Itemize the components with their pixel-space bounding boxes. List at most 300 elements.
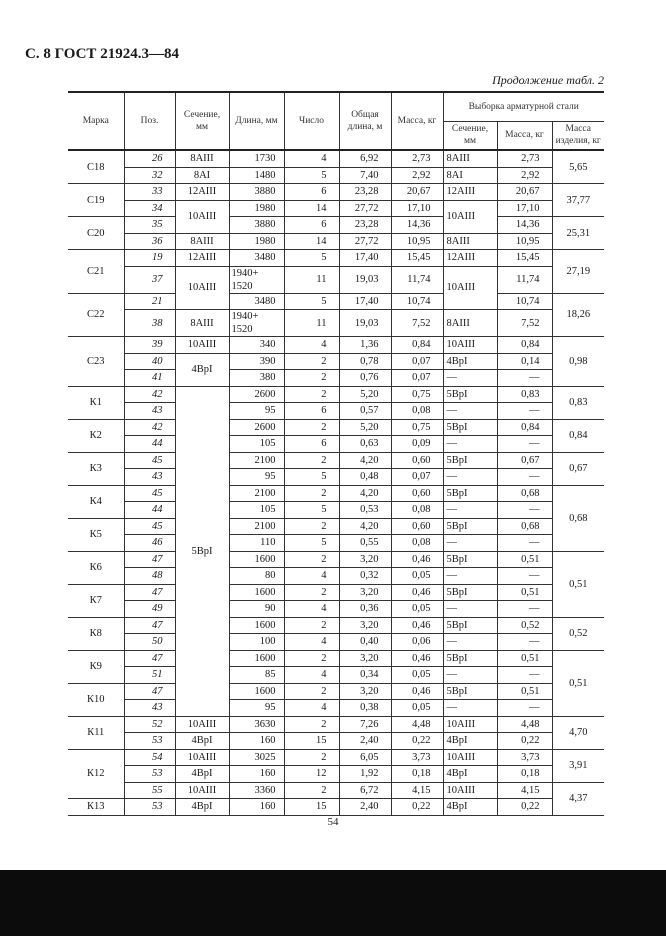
cell-sel-mass: 0,51 (497, 584, 552, 601)
cell-sel-mass: 11,74 (497, 266, 552, 293)
cell-sel-mass: — (497, 469, 552, 486)
cell-length: 80 (229, 568, 284, 585)
cell-mark: К4 (68, 485, 124, 518)
cell-sel-section: — (443, 502, 497, 519)
header-product-mass: Масса изделия, кг (552, 121, 604, 150)
cell-total-length: 2,40 (339, 733, 391, 750)
cell-mark: К8 (68, 617, 124, 650)
cell-count: 2 (284, 617, 339, 634)
cell-mass: 0,46 (391, 584, 443, 601)
cell-mass: 0,60 (391, 518, 443, 535)
cell-count: 4 (284, 700, 339, 717)
cell-total-length: 0,38 (339, 700, 391, 717)
cell-length: 1940+ 1520 (229, 266, 284, 293)
cell-pos: 53 (124, 766, 175, 783)
cell-length: 160 (229, 799, 284, 816)
cell-product-mass: 0,52 (552, 617, 604, 650)
cell-length: 95 (229, 469, 284, 486)
cell-mark: С22 (68, 293, 124, 337)
cell-count: 2 (284, 551, 339, 568)
cell-sel-section: — (443, 667, 497, 684)
cell-total-length: 3,20 (339, 617, 391, 634)
cell-sel-mass: 2,92 (497, 167, 552, 184)
table-continuation-label: Продолжение табл. 2 (492, 73, 604, 87)
cell-length: 3480 (229, 250, 284, 267)
cell-length: 85 (229, 667, 284, 684)
cell-length: 105 (229, 436, 284, 453)
cell-length: 95 (229, 700, 284, 717)
cell-count: 2 (284, 452, 339, 469)
page-heading: С. 8 ГОСТ 21924.3—84 (25, 46, 179, 62)
cell-mark: К11 (68, 716, 124, 749)
cell-mass: 11,74 (391, 266, 443, 293)
cell-total-length: 4,20 (339, 452, 391, 469)
table-row (68, 469, 604, 486)
cell-pos: 47 (124, 617, 175, 634)
cell-sel-section: — (443, 700, 497, 717)
table-row (68, 700, 604, 717)
cell-total-length: 6,72 (339, 782, 391, 799)
cell-mass: 0,08 (391, 403, 443, 420)
cell-count: 2 (284, 782, 339, 799)
cell-total-length: 23,28 (339, 217, 391, 234)
cell-length: 3480 (229, 293, 284, 310)
cell-sel-mass: 0,52 (497, 617, 552, 634)
cell-total-length: 0,78 (339, 353, 391, 370)
cell-count: 6 (284, 403, 339, 420)
cell-length: 1600 (229, 650, 284, 667)
table-row (68, 485, 604, 502)
cell-length: 380 (229, 370, 284, 387)
cell-total-length: 0,55 (339, 535, 391, 552)
cell-pos: 43 (124, 403, 175, 420)
cell-product-mass: 3,91 (552, 749, 604, 782)
cell-count: 11 (284, 310, 339, 337)
cell-count: 4 (284, 337, 339, 354)
cell-sel-section: 4ВрI (443, 733, 497, 750)
cell-pos: 21 (124, 293, 175, 310)
cell-mark: К2 (68, 419, 124, 452)
cell-sel-section: — (443, 469, 497, 486)
cell-pos: 44 (124, 436, 175, 453)
cell-pos: 55 (124, 782, 175, 799)
cell-count: 5 (284, 502, 339, 519)
cell-mass: 0,05 (391, 667, 443, 684)
cell-section: 12АIII (175, 250, 229, 267)
cell-product-mass: 4,37 (552, 782, 604, 815)
table-row (68, 716, 604, 733)
cell-count: 2 (284, 419, 339, 436)
cell-sel-section: 8АIII (443, 310, 497, 337)
cell-total-length: 0,53 (339, 502, 391, 519)
cell-pos: 19 (124, 250, 175, 267)
cell-length: 95 (229, 403, 284, 420)
cell-sel-mass: 0,51 (497, 551, 552, 568)
cell-pos: 45 (124, 518, 175, 535)
cell-sel-mass: 15,45 (497, 250, 552, 267)
cell-total-length: 3,20 (339, 683, 391, 700)
table-row (68, 782, 604, 799)
cell-sel-section: 4ВрI (443, 766, 497, 783)
table-row (68, 452, 604, 469)
cell-mass: 10,95 (391, 233, 443, 250)
cell-count: 4 (284, 667, 339, 684)
cell-total-length: 23,28 (339, 184, 391, 201)
header-sel-section: Сечение, мм (443, 121, 497, 150)
cell-sel-section: 4ВрI (443, 799, 497, 816)
cell-total-length: 0,76 (339, 370, 391, 387)
cell-length: 2100 (229, 485, 284, 502)
cell-mass: 0,60 (391, 452, 443, 469)
cell-product-mass: 5,65 (552, 150, 604, 184)
table-row (68, 436, 604, 453)
cell-length: 1480 (229, 167, 284, 184)
cell-pos: 43 (124, 469, 175, 486)
cell-product-mass: 4,70 (552, 716, 604, 749)
table-row (68, 766, 604, 783)
table-row (68, 799, 604, 816)
cell-sel-mass: 0,14 (497, 353, 552, 370)
cell-count: 2 (284, 716, 339, 733)
table-row (68, 337, 604, 354)
cell-mass: 14,36 (391, 217, 443, 234)
cell-sel-mass: 0,84 (497, 337, 552, 354)
cell-pos: 47 (124, 551, 175, 568)
cell-sel-mass: — (497, 634, 552, 651)
cell-count: 4 (284, 601, 339, 618)
cell-section: 10АIII (175, 749, 229, 766)
cell-sel-mass: 4,48 (497, 716, 552, 733)
table-row (68, 167, 604, 184)
cell-mass: 0,18 (391, 766, 443, 783)
cell-mass: 0,22 (391, 733, 443, 750)
cell-mark: С23 (68, 337, 124, 387)
cell-pos: 52 (124, 716, 175, 733)
header-section: Сечение, мм (175, 92, 229, 150)
table-row (68, 535, 604, 552)
cell-sel-section: 10АIII (443, 716, 497, 733)
cell-count: 6 (284, 184, 339, 201)
cell-sel-mass: 0,68 (497, 485, 552, 502)
cell-count: 15 (284, 733, 339, 750)
cell-mark: К3 (68, 452, 124, 485)
rebar-table (68, 91, 604, 816)
header-pos: Поз. (124, 92, 175, 150)
cell-count: 5 (284, 535, 339, 552)
table-row (68, 266, 604, 293)
cell-length: 3630 (229, 716, 284, 733)
cell-mark: К12 (68, 749, 124, 799)
cell-sel-mass: — (497, 502, 552, 519)
cell-count: 4 (284, 568, 339, 585)
cell-sel-section: 10АIII (443, 266, 497, 310)
cell-count: 15 (284, 799, 339, 816)
cell-pos: 49 (124, 601, 175, 618)
cell-pos: 32 (124, 167, 175, 184)
cell-sel-section: 10АIII (443, 782, 497, 799)
cell-product-mass: 0,83 (552, 386, 604, 419)
table-row (68, 217, 604, 234)
cell-sel-section: 8АIII (443, 233, 497, 250)
cell-mass: 0,07 (391, 469, 443, 486)
cell-mark: К9 (68, 650, 124, 683)
cell-count: 2 (284, 749, 339, 766)
cell-length: 1730 (229, 150, 284, 167)
cell-sel-mass: 10,74 (497, 293, 552, 310)
cell-sel-mass: 0,84 (497, 419, 552, 436)
cell-mass: 0,46 (391, 650, 443, 667)
cell-total-length: 4,20 (339, 485, 391, 502)
cell-product-mass: 0,98 (552, 337, 604, 387)
cell-pos: 41 (124, 370, 175, 387)
cell-total-length: 6,05 (339, 749, 391, 766)
cell-product-mass: 25,31 (552, 217, 604, 250)
cell-total-length: 0,48 (339, 469, 391, 486)
cell-pos: 51 (124, 667, 175, 684)
cell-sel-mass: 0,67 (497, 452, 552, 469)
cell-sel-section: 5ВрI (443, 650, 497, 667)
cell-pos: 42 (124, 386, 175, 403)
cell-mass: 0,05 (391, 568, 443, 585)
cell-sel-mass: — (497, 568, 552, 585)
cell-total-length: 17,40 (339, 250, 391, 267)
header-sel-mass: Масса, кг (497, 121, 552, 150)
cell-section: 10АIII (175, 200, 229, 233)
cell-sel-section: — (443, 601, 497, 618)
cell-length: 1980 (229, 200, 284, 217)
cell-mass: 0,07 (391, 353, 443, 370)
cell-mass: 3,73 (391, 749, 443, 766)
cell-sel-section: 5ВрI (443, 386, 497, 403)
cell-total-length: 5,20 (339, 419, 391, 436)
cell-mark: С20 (68, 217, 124, 250)
cell-section: 10АIII (175, 337, 229, 354)
cell-count: 2 (284, 650, 339, 667)
table-row (68, 419, 604, 436)
cell-mass: 15,45 (391, 250, 443, 267)
cell-total-length: 19,03 (339, 310, 391, 337)
cell-sel-mass: 17,10 (497, 200, 552, 217)
cell-product-mass: 37,77 (552, 184, 604, 217)
cell-pos: 45 (124, 452, 175, 469)
cell-count: 2 (284, 386, 339, 403)
cell-total-length: 17,40 (339, 293, 391, 310)
cell-count: 2 (284, 485, 339, 502)
cell-pos: 40 (124, 353, 175, 370)
cell-sel-section: — (443, 568, 497, 585)
cell-sel-mass: 0,51 (497, 650, 552, 667)
cell-mass: 0,46 (391, 551, 443, 568)
cell-pos: 50 (124, 634, 175, 651)
cell-count: 6 (284, 436, 339, 453)
cell-sel-section: 5ВрI (443, 518, 497, 535)
cell-sel-section: 10АIII (443, 200, 497, 233)
cell-sel-mass: 0,18 (497, 766, 552, 783)
cell-pos: 45 (124, 485, 175, 502)
header-count: Число (284, 92, 339, 150)
cell-pos: 47 (124, 650, 175, 667)
cell-length: 3880 (229, 217, 284, 234)
cell-sel-section: 12АIII (443, 250, 497, 267)
cell-count: 5 (284, 293, 339, 310)
cell-total-length: 0,63 (339, 436, 391, 453)
cell-total-length: 1,92 (339, 766, 391, 783)
cell-sel-section: — (443, 436, 497, 453)
cell-section: 8АIII (175, 310, 229, 337)
header-selection: Выборка арматурной стали (443, 92, 604, 121)
cell-mass: 0,08 (391, 502, 443, 519)
table-row (68, 634, 604, 651)
cell-sel-mass: 2,73 (497, 150, 552, 167)
cell-total-length: 3,20 (339, 551, 391, 568)
cell-total-length: 27,72 (339, 200, 391, 217)
cell-total-length: 3,20 (339, 584, 391, 601)
cell-pos: 47 (124, 683, 175, 700)
table-row (68, 568, 604, 585)
cell-total-length: 7,26 (339, 716, 391, 733)
cell-sel-mass: 20,67 (497, 184, 552, 201)
cell-count: 5 (284, 250, 339, 267)
cell-length: 2100 (229, 518, 284, 535)
cell-mark: К1 (68, 386, 124, 419)
cell-sel-section: 8АI (443, 167, 497, 184)
table-row (68, 250, 604, 267)
cell-length: 1600 (229, 617, 284, 634)
table-row (68, 518, 604, 535)
cell-length: 1940+ 1520 (229, 310, 284, 337)
table-row (68, 310, 604, 337)
table-row (68, 617, 604, 634)
cell-count: 5 (284, 469, 339, 486)
cell-pos: 35 (124, 217, 175, 234)
cell-mark: С18 (68, 150, 124, 184)
cell-sel-section: 5ВрI (443, 551, 497, 568)
cell-section: 8АI (175, 167, 229, 184)
cell-section: 10АIII (175, 782, 229, 799)
cell-total-length: 0,32 (339, 568, 391, 585)
cell-count: 14 (284, 200, 339, 217)
cell-count: 4 (284, 150, 339, 167)
cell-sel-section: — (443, 403, 497, 420)
cell-section: 10АIII (175, 716, 229, 733)
cell-sel-section: 4ВрI (443, 353, 497, 370)
table-row (68, 683, 604, 700)
table-row (68, 733, 604, 750)
cell-sel-section: 12АIII (443, 184, 497, 201)
cell-total-length: 6,92 (339, 150, 391, 167)
cell-length: 2100 (229, 452, 284, 469)
cell-mark: К6 (68, 551, 124, 584)
cell-length: 90 (229, 601, 284, 618)
cell-pos: 47 (124, 584, 175, 601)
cell-product-mass: 0,68 (552, 485, 604, 551)
cell-total-length: 0,34 (339, 667, 391, 684)
cell-mark: К10 (68, 683, 124, 716)
cell-count: 12 (284, 766, 339, 783)
table-row (68, 353, 604, 370)
cell-mass: 0,06 (391, 634, 443, 651)
cell-total-length: 2,40 (339, 799, 391, 816)
cell-count: 2 (284, 370, 339, 387)
cell-pos: 36 (124, 233, 175, 250)
cell-count: 6 (284, 217, 339, 234)
cell-length: 105 (229, 502, 284, 519)
cell-pos: 26 (124, 150, 175, 167)
cell-pos: 46 (124, 535, 175, 552)
cell-sel-section: 5ВрI (443, 617, 497, 634)
cell-mass: 0,08 (391, 535, 443, 552)
table-row (68, 584, 604, 601)
cell-total-length: 3,20 (339, 650, 391, 667)
cell-pos: 43 (124, 700, 175, 717)
cell-mass: 0,75 (391, 419, 443, 436)
cell-section: 5ВрI (175, 386, 229, 716)
cell-length: 390 (229, 353, 284, 370)
cell-pos: 53 (124, 799, 175, 816)
cell-length: 3360 (229, 782, 284, 799)
header-total-length: Общая длина, м (339, 92, 391, 150)
cell-mass: 20,67 (391, 184, 443, 201)
cell-sel-mass: 0,22 (497, 799, 552, 816)
table-row (68, 184, 604, 201)
cell-sel-section: 5ВрI (443, 584, 497, 601)
cell-mark: С21 (68, 250, 124, 294)
cell-pos: 53 (124, 733, 175, 750)
cell-mass: 0,46 (391, 683, 443, 700)
cell-sel-mass: 0,83 (497, 386, 552, 403)
cell-mass: 0,07 (391, 370, 443, 387)
cell-length: 1600 (229, 683, 284, 700)
cell-mass: 7,52 (391, 310, 443, 337)
cell-sel-section: 5ВрI (443, 419, 497, 436)
cell-sel-mass: — (497, 535, 552, 552)
cell-length: 1600 (229, 551, 284, 568)
cell-count: 2 (284, 353, 339, 370)
cell-mark: К5 (68, 518, 124, 551)
cell-sel-section: 8АIII (443, 150, 497, 167)
table-row (68, 200, 604, 217)
table-row (68, 502, 604, 519)
table-row (68, 150, 604, 167)
cell-section: 12АIII (175, 184, 229, 201)
cell-mark: С19 (68, 184, 124, 217)
cell-sel-mass: 0,51 (497, 683, 552, 700)
table-row (68, 233, 604, 250)
cell-sel-mass: 0,22 (497, 733, 552, 750)
cell-sel-mass: — (497, 601, 552, 618)
cell-mass: 4,48 (391, 716, 443, 733)
cell-total-length: 19,03 (339, 266, 391, 293)
cell-sel-mass: — (497, 667, 552, 684)
cell-total-length: 7,40 (339, 167, 391, 184)
cell-pos: 39 (124, 337, 175, 354)
page-number: 54 (327, 816, 339, 828)
cell-count: 2 (284, 518, 339, 535)
cell-sel-mass: 0,68 (497, 518, 552, 535)
cell-mark: К7 (68, 584, 124, 617)
cell-sel-mass: 14,36 (497, 217, 552, 234)
cell-total-length: 0,40 (339, 634, 391, 651)
table-row (68, 601, 604, 618)
cell-mass: 0,09 (391, 436, 443, 453)
table-row (68, 403, 604, 420)
cell-sel-mass: — (497, 403, 552, 420)
cell-count: 11 (284, 266, 339, 293)
cell-pos: 42 (124, 419, 175, 436)
cell-mass: 0,05 (391, 601, 443, 618)
cell-pos: 44 (124, 502, 175, 519)
cell-product-mass: 0,84 (552, 419, 604, 452)
